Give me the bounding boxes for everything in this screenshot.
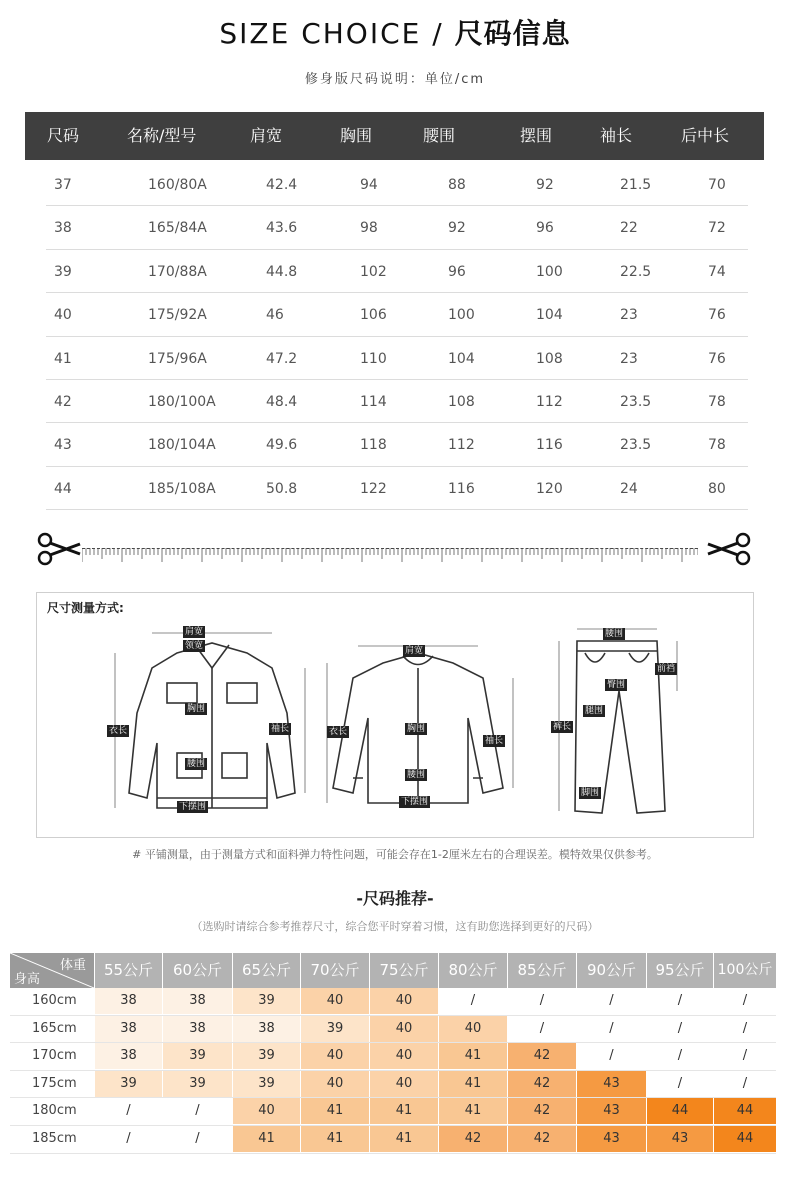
size-col-header: 名称/型号 — [127, 126, 197, 145]
size-recommend-cell: 40 — [300, 988, 369, 1014]
page-subtitle: 修身版尺码说明：单位/cm — [304, 72, 486, 87]
size-table-row — [46, 293, 748, 336]
size-cell: 76 — [708, 307, 726, 324]
size-recommend-cell: / — [646, 1043, 713, 1069]
recommend-title: -尺码推荐- — [356, 889, 434, 908]
size-cell: 44.8 — [266, 263, 298, 280]
size-cell: 106 — [360, 307, 387, 324]
size-cell: 122 — [360, 480, 387, 497]
jacket-length-tag: 衣长 — [109, 726, 128, 736]
size-cell: 94 — [360, 177, 378, 193]
size-table-row — [46, 163, 748, 206]
recommend-row — [10, 988, 776, 1016]
size-cell: 180/100A — [148, 393, 216, 410]
size-recommend-cell: 42 — [438, 1126, 507, 1152]
size-recommend-cell: / — [713, 1043, 776, 1069]
cut-ruler — [30, 526, 760, 576]
size-table-row — [46, 337, 748, 380]
shirt-shoulder-tag: 肩宽 — [405, 646, 424, 656]
jacket-hem-tag: 下摆围 — [179, 802, 207, 812]
size-cell: 43.6 — [266, 220, 298, 237]
size-recommend-cell: 40 — [438, 1016, 507, 1042]
measure-diagram — [36, 592, 754, 838]
jacket-waist-tag: 腰围 — [187, 759, 206, 769]
size-recommend-cell: / — [94, 1098, 162, 1124]
size-cell: 72 — [708, 220, 726, 237]
size-recommend-cell: 44 — [713, 1126, 776, 1152]
weight-header: 90公斤 — [576, 953, 646, 988]
page-title-sep: / — [432, 17, 444, 50]
corner-weight-label: 体重 — [59, 958, 86, 973]
height-label: 185cm — [32, 1130, 77, 1146]
size-recommend-cell: 43 — [576, 1126, 646, 1152]
size-recommend-cell: 42 — [507, 1098, 576, 1124]
corner-height-label: 身高 — [14, 972, 41, 987]
size-cell: 112 — [448, 437, 475, 454]
size-cell: 175/92A — [148, 307, 207, 324]
size-cell: 185/108A — [148, 480, 216, 497]
size-table-row — [46, 467, 748, 510]
weight-header: 85公斤 — [507, 953, 576, 988]
jacket-chest-tag: 胸围 — [187, 704, 206, 714]
size-col-header: 后中长 — [681, 126, 730, 145]
recommend-row — [10, 1043, 776, 1071]
page-title-en: SIZE CHOICE — [219, 17, 422, 50]
size-recommend-cell: / — [507, 1016, 576, 1042]
size-cell: 70 — [708, 177, 726, 193]
size-recommend-cell: 41 — [438, 1098, 507, 1124]
size-cell: 42.4 — [266, 177, 298, 193]
size-cell: 74 — [708, 263, 726, 280]
size-table-row — [46, 206, 748, 249]
recommend-row — [10, 1071, 776, 1099]
size-recommend-cell: / — [646, 1071, 713, 1097]
jacket-diagram-icon — [107, 623, 317, 819]
shirt-hem-tag: 下摆围 — [401, 797, 429, 807]
size-recommend-cell: 39 — [232, 1071, 300, 1097]
size-recommend-cell: / — [576, 1016, 646, 1042]
size-col-header: 胸围 — [340, 126, 373, 145]
size-cell: 49.6 — [266, 437, 298, 454]
size-cell: 23.5 — [620, 393, 652, 410]
weight-header: 75公斤 — [369, 953, 438, 988]
height-label: 165cm — [32, 1020, 77, 1036]
recommend-table — [10, 953, 776, 1154]
size-recommend-cell: 42 — [507, 1071, 576, 1097]
size-cell: 23.5 — [620, 437, 652, 454]
size-cell: 114 — [360, 393, 387, 410]
size-recommend-cell: 41 — [300, 1126, 369, 1152]
size-cell: 175/96A — [148, 350, 207, 367]
pants-inseam-tag: 裤长 — [553, 722, 572, 732]
weight-header: 70公斤 — [300, 953, 369, 988]
shirt-sleeve-tag: 袖长 — [485, 736, 504, 746]
recommend-corner — [10, 953, 94, 988]
shirt-length-tag: 衣长 — [329, 727, 348, 737]
size-recommend-cell: 40 — [300, 1071, 369, 1097]
size-cell: 44 — [54, 480, 72, 497]
recommend-table-body — [10, 988, 776, 1154]
size-recommend-cell: 43 — [576, 1071, 646, 1097]
size-cell: 96 — [448, 263, 466, 280]
size-recommend-cell: 41 — [232, 1126, 300, 1152]
size-cell: 48.4 — [266, 393, 298, 410]
size-cell: 22.5 — [620, 263, 652, 280]
size-cell: 80 — [708, 480, 726, 497]
size-recommend-cell: / — [162, 1126, 232, 1152]
weight-header: 65公斤 — [232, 953, 300, 988]
size-cell: 50.8 — [266, 480, 298, 497]
pants-thigh-tag: 腿围 — [585, 706, 604, 716]
size-cell: 47.2 — [266, 350, 298, 367]
size-cell: 112 — [536, 393, 563, 410]
size-recommend-cell: 41 — [369, 1126, 438, 1152]
size-recommend-cell: 43 — [576, 1098, 646, 1124]
size-recommend-cell: 38 — [94, 1043, 162, 1069]
height-label: 170cm — [32, 1048, 77, 1064]
height-label: 180cm — [32, 1103, 77, 1119]
size-cell: 22 — [620, 220, 638, 237]
size-recommend-cell: 39 — [232, 988, 300, 1014]
size-table-row — [46, 423, 748, 466]
page-title-cn: 尺码信息 — [454, 17, 571, 50]
size-recommend-cell: / — [713, 1016, 776, 1042]
weight-header: 55公斤 — [94, 953, 162, 988]
size-cell: 78 — [708, 393, 726, 410]
size-recommend-cell: 39 — [300, 1016, 369, 1042]
jacket-shoulder-tag: 肩宽 — [185, 627, 204, 637]
measure-note: # 平铺测量，由于测量方式和面料弹力特性问题，可能会存在1-2厘米左右的合理误差。模特效果仅供参考。 — [132, 848, 658, 861]
height-label: 175cm — [32, 1075, 77, 1091]
size-cell: 43 — [54, 437, 72, 454]
pants-foot-tag: 脚围 — [581, 788, 600, 798]
size-recommend-cell: 39 — [232, 1043, 300, 1069]
size-recommend-cell: / — [646, 988, 713, 1014]
size-cell: 39 — [54, 263, 72, 280]
size-recommend-cell: 41 — [369, 1098, 438, 1124]
size-table-row — [46, 250, 748, 293]
size-cell: 100 — [536, 263, 563, 280]
size-recommend-cell: / — [162, 1098, 232, 1124]
size-recommend-cell: 38 — [232, 1016, 300, 1042]
size-table-row — [46, 380, 748, 423]
size-recommend-cell: 40 — [369, 1071, 438, 1097]
size-recommend-cell: 38 — [94, 1016, 162, 1042]
size-cell: 110 — [360, 350, 387, 367]
size-cell: 78 — [708, 437, 726, 454]
size-cell: 100 — [448, 307, 475, 324]
recommend-table-header — [10, 953, 776, 988]
size-cell: 92 — [448, 220, 466, 237]
size-recommend-cell: 38 — [94, 988, 162, 1014]
recommend-row — [10, 1016, 776, 1044]
size-recommend-cell: 41 — [438, 1071, 507, 1097]
size-cell: 40 — [54, 307, 72, 324]
size-recommend-cell: / — [713, 988, 776, 1014]
size-recommend-cell: / — [713, 1071, 776, 1097]
size-recommend-cell: 43 — [646, 1126, 713, 1152]
size-cell: 165/84A — [148, 220, 207, 237]
size-recommend-cell: 44 — [646, 1098, 713, 1124]
size-col-header: 袖长 — [600, 126, 633, 145]
size-cell: 23 — [620, 307, 638, 324]
size-cell: 37 — [54, 177, 72, 193]
size-recommend-cell: / — [576, 1043, 646, 1069]
size-recommend-cell: 44 — [713, 1098, 776, 1124]
size-recommend-cell: 38 — [162, 1016, 232, 1042]
size-recommend-cell: 41 — [438, 1043, 507, 1069]
ruler-ticks — [82, 540, 698, 568]
size-cell: 76 — [708, 350, 726, 367]
size-cell: 41 — [54, 350, 72, 367]
size-col-header: 摆围 — [520, 126, 553, 145]
size-recommend-cell: 40 — [369, 988, 438, 1014]
size-cell: 170/88A — [148, 263, 207, 280]
size-recommend-cell: 40 — [369, 1016, 438, 1042]
size-cell: 21.5 — [620, 177, 652, 193]
pants-waist-tag: 腰围 — [605, 629, 624, 639]
size-table-body — [46, 163, 748, 510]
size-cell: 160/80A — [148, 177, 207, 193]
jacket-collar-tag: 领宽 — [185, 641, 204, 651]
size-recommend-cell: / — [438, 988, 507, 1014]
size-col-header: 腰围 — [423, 126, 456, 145]
size-cell: 102 — [360, 263, 387, 280]
size-cell: 38 — [54, 220, 72, 237]
scissors-left-icon — [36, 532, 82, 566]
size-recommend-cell: / — [507, 988, 576, 1014]
size-recommend-cell: 40 — [300, 1043, 369, 1069]
size-cell: 92 — [536, 177, 554, 193]
size-recommend-cell: 42 — [507, 1043, 576, 1069]
weight-header: 100公斤 — [713, 953, 776, 988]
size-cell: 116 — [536, 437, 563, 454]
size-recommend-cell: / — [646, 1016, 713, 1042]
size-recommend-cell: / — [94, 1126, 162, 1152]
height-label: 160cm — [32, 993, 77, 1008]
size-recommend-cell: 39 — [162, 1043, 232, 1069]
size-cell: 118 — [360, 437, 387, 454]
weight-header: 95公斤 — [646, 953, 713, 988]
size-recommend-cell: 39 — [162, 1071, 232, 1097]
shirt-chest-tag: 胸围 — [407, 724, 426, 734]
recommend-subtitle: （选购时请综合参考推荐尺寸，综合您平时穿着习惯，这有助您选择到更好的尺码） — [191, 920, 599, 933]
shirt-waist-tag: 腰围 — [407, 770, 426, 780]
size-cell: 23 — [620, 350, 638, 367]
size-table-header — [25, 112, 764, 160]
size-cell: 104 — [536, 307, 563, 324]
size-recommend-cell: 40 — [232, 1098, 300, 1124]
size-cell: 104 — [448, 350, 475, 367]
size-cell: 180/104A — [148, 437, 216, 454]
jacket-sleeve-tag: 袖长 — [271, 724, 290, 734]
size-cell: 46 — [266, 307, 284, 324]
size-col-header: 肩宽 — [250, 126, 283, 145]
size-cell: 88 — [448, 177, 466, 193]
size-cell: 108 — [536, 350, 563, 367]
size-cell: 108 — [448, 393, 475, 410]
size-cell: 24 — [620, 480, 638, 497]
size-cell: 42 — [54, 393, 72, 410]
size-cell: 98 — [360, 220, 378, 237]
weight-header: 80公斤 — [438, 953, 507, 988]
page-title — [0, 12, 790, 52]
size-recommend-cell: 38 — [162, 988, 232, 1014]
pants-hip-tag: 臀围 — [607, 680, 626, 690]
size-cell: 96 — [536, 220, 554, 237]
size-recommend-cell: 42 — [507, 1126, 576, 1152]
size-cell: 120 — [536, 480, 563, 497]
size-recommend-cell: / — [576, 988, 646, 1014]
size-recommend-cell: 41 — [300, 1098, 369, 1124]
size-cell: 116 — [448, 480, 475, 497]
size-recommend-cell: 40 — [369, 1043, 438, 1069]
weight-header: 60公斤 — [162, 953, 232, 988]
measure-title: 尺寸测量方式: — [47, 601, 124, 615]
size-col-header: 尺码 — [47, 126, 80, 145]
recommend-row — [10, 1098, 776, 1126]
recommend-row — [10, 1126, 776, 1154]
pants-rise-tag: 前裆 — [657, 664, 676, 674]
size-recommend-cell: 39 — [94, 1071, 162, 1097]
scissors-right-icon — [706, 532, 752, 566]
